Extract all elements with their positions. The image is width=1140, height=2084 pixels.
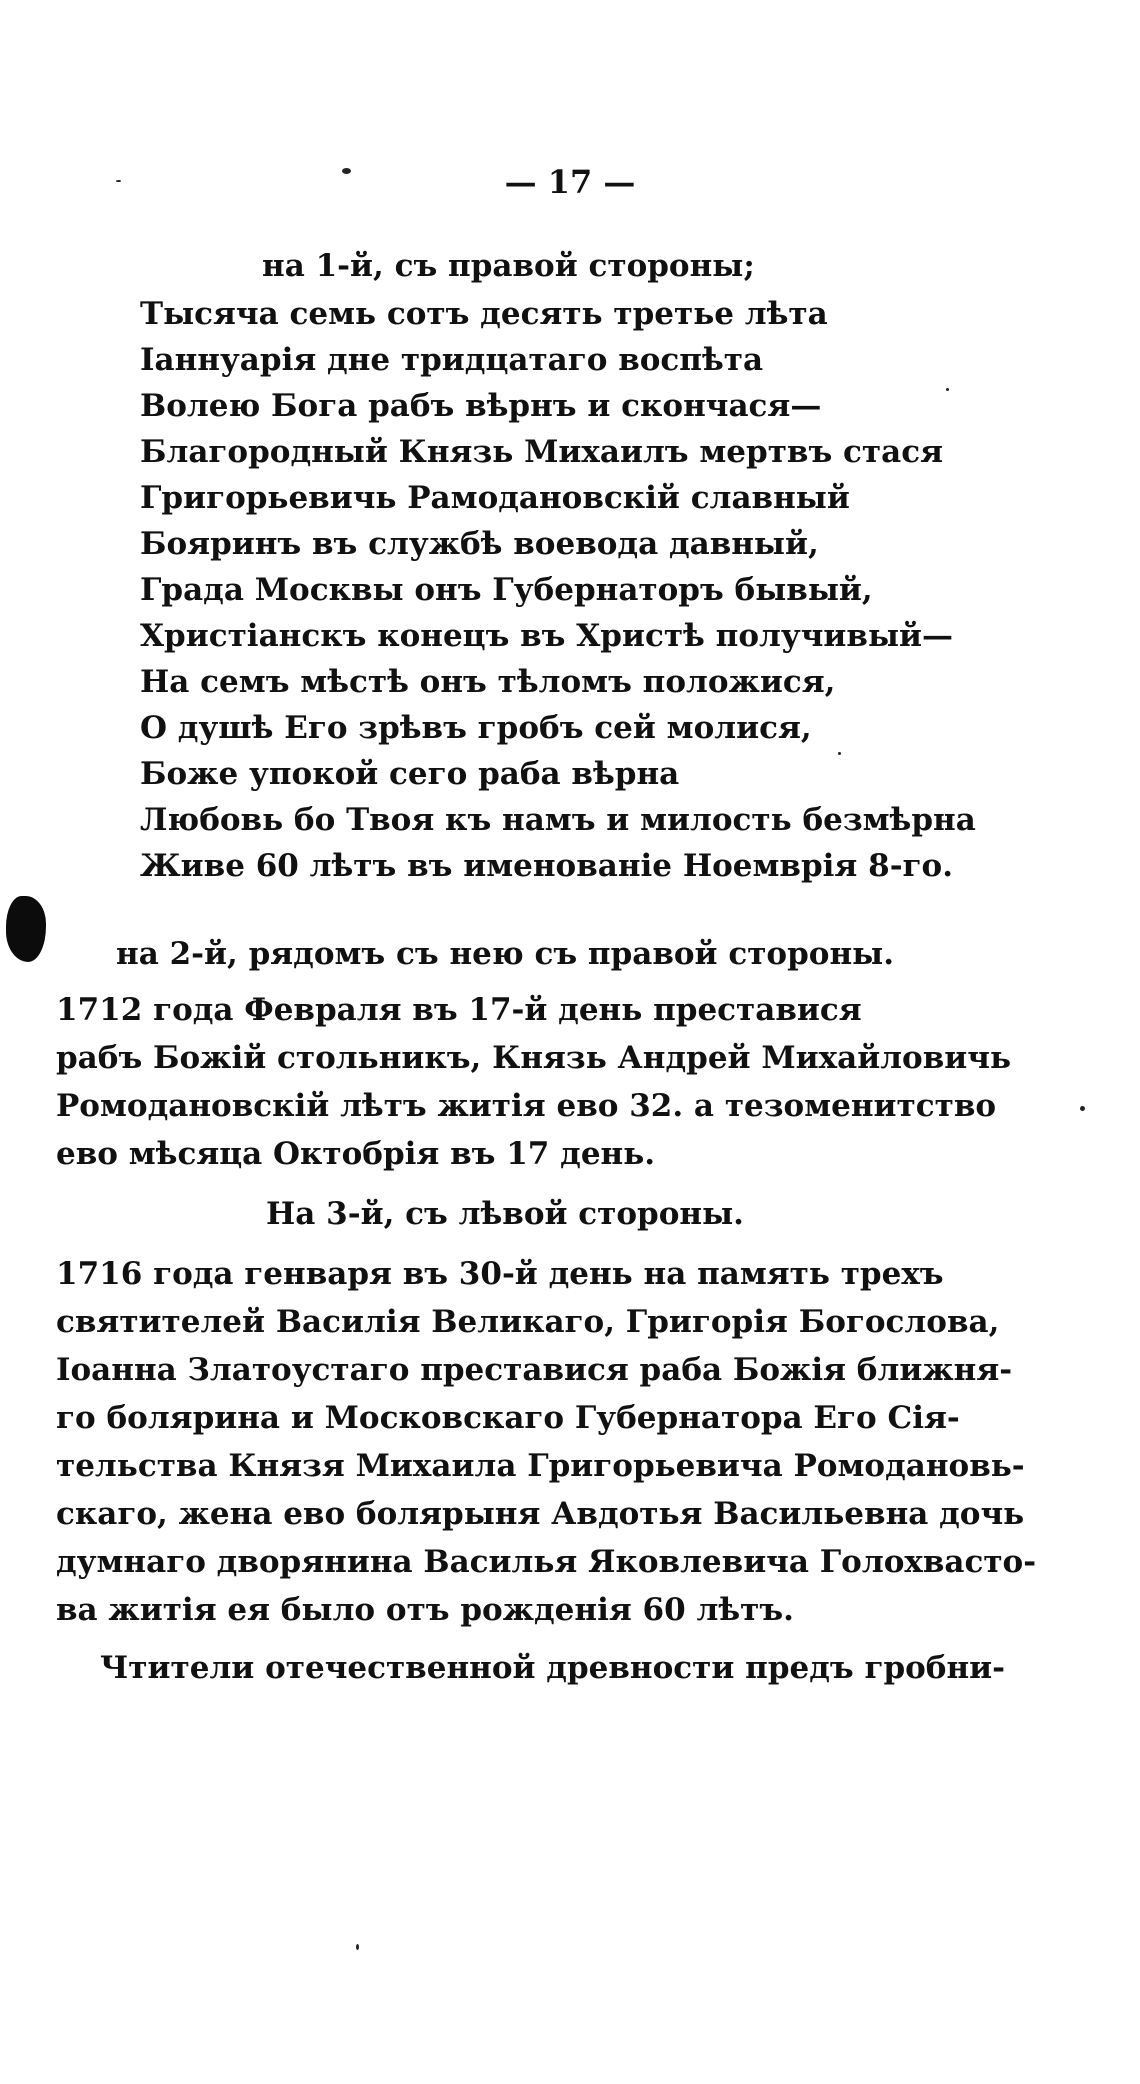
ink-speck bbox=[946, 388, 949, 391]
verse-line: Града Москвы онъ Губернаторъ бывый, bbox=[140, 572, 873, 608]
paragraph-line: 1712 года Февраля въ 17-й день преставися bbox=[56, 992, 862, 1028]
section-heading: на 1-й, съ правой стороны; bbox=[262, 248, 755, 284]
paragraph-line: го болярина и Московскаго Губернатора Его Сія- bbox=[56, 1400, 960, 1436]
page-number: — 17 — bbox=[504, 163, 636, 201]
verse-line: О душѣ Его зрѣвъ гробъ сей молися, bbox=[140, 710, 812, 746]
ink-speck bbox=[116, 180, 121, 182]
ink-speck bbox=[356, 1944, 359, 1950]
verse-line: Живе 60 лѣтъ въ именованіе Ноемврія 8-го. bbox=[140, 848, 954, 884]
paragraph-line: ва житія ея было отъ рожденія 60 лѣтъ. bbox=[56, 1592, 794, 1628]
verse-line: Григорьевичь Рамодановскій славный bbox=[140, 480, 850, 516]
verse-line: Благородный Князь Михаилъ мертвъ стася bbox=[140, 434, 943, 470]
paragraph-line: Іоанна Златоустаго преставися раба Божія ближня- bbox=[56, 1352, 1013, 1388]
ink-blot bbox=[6, 896, 46, 962]
verse-line: Тысяча семь сотъ десять третье лѣта bbox=[140, 296, 828, 332]
section-heading: на 2-й, рядомъ съ нею съ правой стороны. bbox=[116, 936, 895, 972]
closing-line: Чтители отечественной древности предъ гробни- bbox=[100, 1650, 1006, 1686]
section-heading: На 3-й, съ лѣвой стороны. bbox=[266, 1196, 744, 1232]
verse-line: Волею Бога рабъ вѣрнъ и скончася— bbox=[140, 388, 822, 424]
paragraph-line: скаго, жена ево болярыня Авдотья Васильевна дочь bbox=[56, 1496, 1025, 1532]
paragraph-line: рабъ Божій стольникъ, Князь Андрей Михайловичь bbox=[56, 1040, 1011, 1076]
verse-line: На семъ мѣстѣ онъ тѣломъ положися, bbox=[140, 664, 836, 700]
verse-line: Боже упокой сего раба вѣрна bbox=[140, 756, 680, 792]
paragraph-line: думнаго дворянина Василья Яковлевича Голохвасто- bbox=[56, 1544, 1037, 1580]
paragraph-line: святителей Василія Великаго, Григорія Богослова, bbox=[56, 1304, 1000, 1340]
ink-speck bbox=[838, 752, 841, 755]
paragraph-line: тельства Князя Михаила Григорьевича Ромодановь- bbox=[56, 1448, 1025, 1484]
verse-line: Христіанскъ конецъ въ Христѣ получивый— bbox=[140, 618, 954, 654]
verse-line: Бояринъ въ службѣ воевода давный, bbox=[140, 526, 819, 562]
paragraph-line: ево мѣсяца Октобрія въ 17 день. bbox=[56, 1136, 656, 1172]
paragraph-line: 1716 года генваря въ 30-й день на память трехъ bbox=[56, 1256, 944, 1292]
verse-line: Любовь бо Твоя къ намъ и милость безмѣрна bbox=[140, 802, 976, 838]
ink-speck bbox=[342, 168, 351, 174]
verse-line: Іаннуарія дне тридцатаго воспѣта bbox=[140, 342, 764, 378]
ink-speck bbox=[1080, 1106, 1085, 1111]
paragraph-line: Ромодановскій лѣтъ житія ево 32. а тезоменитство bbox=[56, 1088, 997, 1124]
